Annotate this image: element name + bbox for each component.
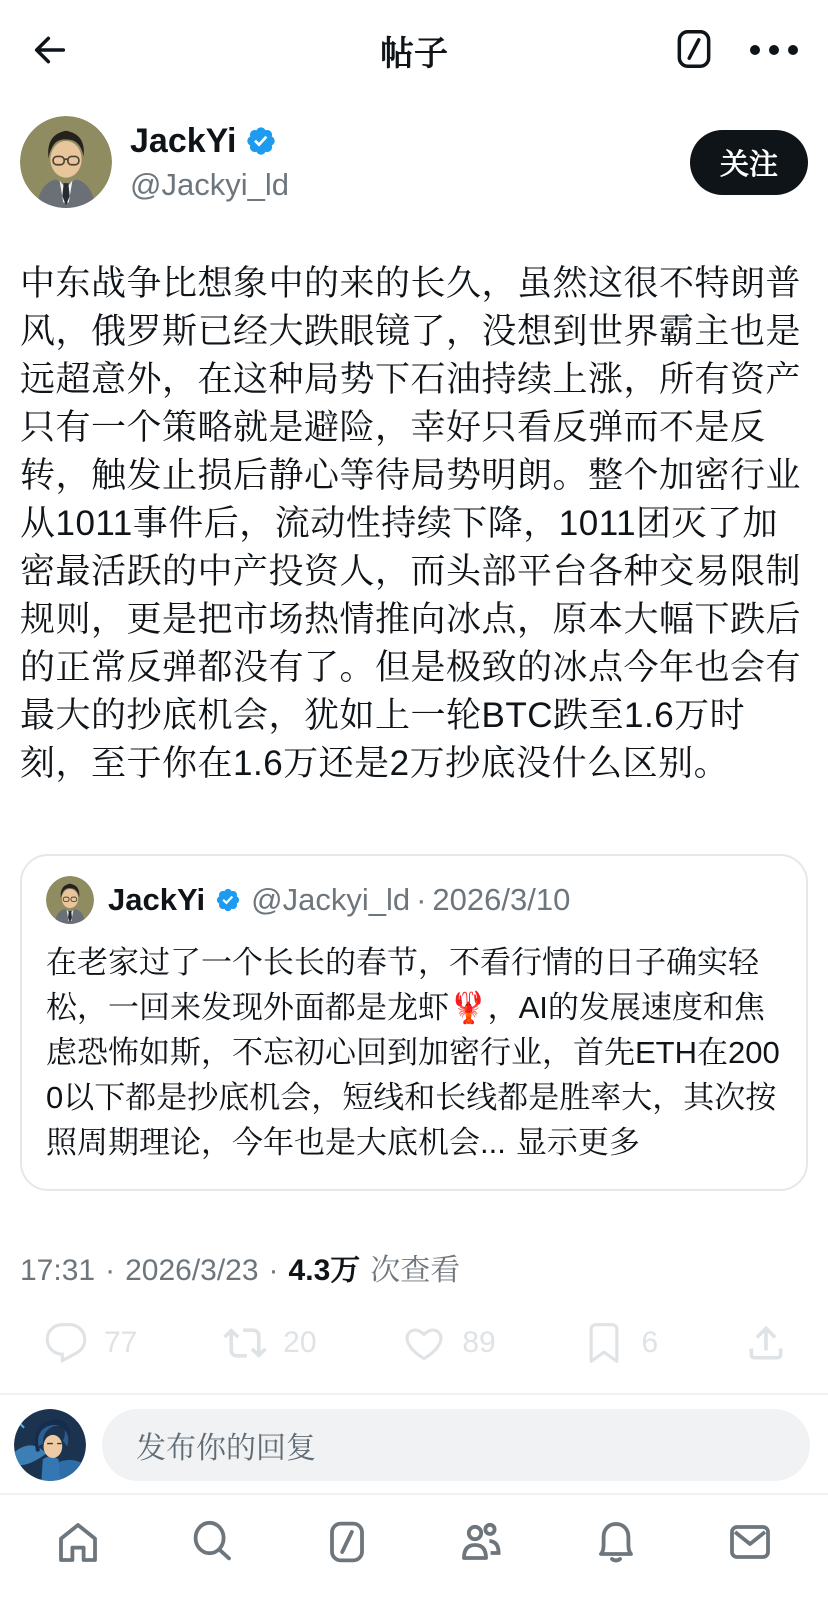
repost-button[interactable]: 20 — [223, 1321, 316, 1365]
current-user-avatar[interactable] — [14, 1409, 86, 1481]
nav-notifications-icon[interactable] — [590, 1516, 642, 1568]
reply-button[interactable]: 77 — [44, 1321, 137, 1365]
heart-icon — [402, 1321, 446, 1365]
bookmark-icon — [582, 1321, 626, 1365]
grok-icon[interactable] — [672, 27, 716, 73]
post-text: 中东战争比想象中的来的长久，虽然这很不特朗普风，俄罗斯已经大跌眼镜了，没想到世界霸主也是远超意外，在这种局势下石油持续上涨，所有资产只有一个策略就是避险，幸好只看反弹而不是反转，触发止损后静心等待局势明朗。整个加密行业从1011事件后，流动性持续下降，1011团灭了加密最活跃的中产投资人，而头部平台各种交易限制规则，更是把市场热情推向冰点，原本大幅下跌后的正常反弹都没有了。但是极致的冰点今年也会有最大的抄底机会，犹如上一轮BTC跌至1.6万时刻，至于你在1.6万还是2万抄底没什么区别。 — [20, 264, 802, 783]
share-button[interactable] — [744, 1321, 788, 1365]
post-action-bar — [0, 1319, 828, 1367]
like-button[interactable]: 89 — [402, 1321, 495, 1365]
author-avatar[interactable] — [20, 116, 112, 208]
reply-placeholder: 发布你的回复 — [136, 1432, 316, 1465]
author-row — [0, 100, 828, 208]
back-button[interactable] — [30, 30, 70, 70]
post-meta-row: 17:31 · 2026/3/23 · 4.3万 次查看 — [20, 1245, 808, 1289]
quoted-author-avatar — [46, 876, 94, 924]
bottom-navigation — [0, 1495, 828, 1589]
verified-badge-icon — [245, 125, 277, 157]
author-name[interactable]: JackYi — [130, 121, 237, 160]
more-options-icon[interactable] — [750, 39, 798, 61]
post-date: 2026/3/23 — [125, 1254, 259, 1287]
quoted-author-handle-date: @Jackyi_ld · 2026/3/10 — [251, 882, 571, 917]
nav-search-icon[interactable] — [186, 1516, 238, 1568]
quoted-verified-badge-icon — [215, 887, 241, 913]
quoted-tweet-card[interactable] — [20, 854, 808, 1191]
repost-icon — [223, 1321, 267, 1365]
reply-composer — [0, 1395, 828, 1493]
page-title: 帖子 — [380, 34, 448, 73]
follow-button[interactable]: 关注 — [690, 130, 808, 195]
post-time: 17:31 — [20, 1254, 96, 1287]
views-count: 4.3万 — [288, 1254, 361, 1287]
share-icon — [744, 1321, 788, 1365]
bookmark-button[interactable]: 6 — [582, 1321, 659, 1365]
quoted-author-name: JackYi — [108, 882, 206, 917]
show-more-link[interactable]: 显示更多 — [515, 1125, 640, 1160]
nav-communities-icon[interactable] — [455, 1516, 507, 1568]
author-handle[interactable]: @Jackyi_ld — [130, 166, 289, 202]
reply-icon — [44, 1321, 88, 1365]
top-navigation-bar — [0, 0, 828, 100]
nav-home-icon[interactable] — [52, 1516, 104, 1568]
views-label[interactable]: 次查看 — [370, 1254, 461, 1287]
quoted-tweet-header — [46, 876, 782, 924]
nav-messages-icon[interactable] — [724, 1516, 776, 1568]
nav-grok-icon[interactable] — [321, 1516, 373, 1568]
reply-input[interactable] — [102, 1409, 810, 1481]
quoted-tweet-text: 在老家过了一个长长的春节，不看行情的日子确实轻松，一回来发现外面都是龙虾🦞，AI的发展速度和焦虑恐怖如斯，不忘初心回到加密行业，首先ETH在2000以下都是抄底机会，短线和长线都是胜率大，其次按照周期理论，今年也是大底机会... 显示更多 — [46, 945, 780, 1160]
